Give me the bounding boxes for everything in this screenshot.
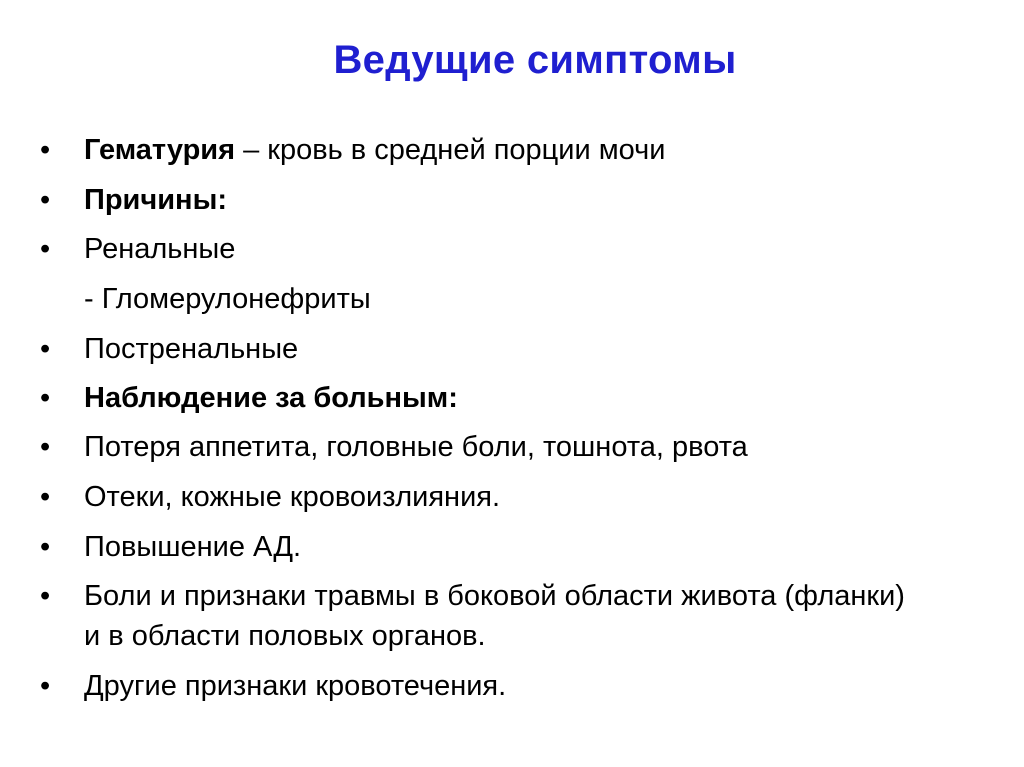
list-item-postrenal — [84, 329, 298, 369]
list-item-bleeding — [84, 666, 506, 706]
bullet-marker: • — [40, 431, 51, 463]
list-item-text: - Гломерулонефриты — [84, 283, 371, 315]
list-item-text: Другие признаки кровотечения. — [84, 670, 507, 702]
list-item-text: Потеря аппетита, головные боли, тошнота, рвота — [84, 431, 748, 463]
list-item-text: Повышение АД. — [84, 531, 302, 563]
bullet-marker: • — [40, 670, 51, 702]
list-item-causes — [84, 180, 227, 220]
list-item-pain-trauma — [84, 576, 924, 656]
bullet-marker: • — [40, 184, 51, 216]
list-item-hematuria — [84, 130, 665, 170]
list-item-text: Постренальные — [84, 333, 299, 365]
list-item-bold: Наблюдение за больным: — [84, 382, 458, 414]
bullet-marker: • — [40, 233, 51, 265]
list-item-text: – кровь в средней порции мочи — [235, 134, 666, 166]
list-item-observation — [84, 378, 458, 418]
slide-title: Ведущие симптомы — [333, 38, 737, 82]
list-item-appetite — [84, 427, 748, 467]
bullet-marker: • — [40, 382, 51, 414]
bullet-marker: • — [40, 481, 51, 513]
list-item-text: Отеки, кожные кровоизлияния. — [84, 481, 501, 513]
bullet-marker: • — [40, 580, 51, 612]
bullet-marker: • — [40, 333, 51, 365]
list-item-edema — [84, 477, 500, 517]
list-item-bold: Гематурия — [84, 134, 236, 166]
list-item-renal — [84, 229, 235, 269]
list-item-text: Боли и признаки травмы в боковой области живота (фланки) и в области половых органов. — [84, 580, 905, 652]
list-item-glomerulonephritis — [84, 279, 371, 319]
bullet-marker: • — [40, 531, 51, 563]
list-item-bold: Причины: — [84, 184, 227, 216]
list-item-blood-pressure — [84, 527, 301, 567]
bullet-marker: • — [40, 134, 51, 166]
list-item-text: Ренальные — [84, 233, 236, 265]
